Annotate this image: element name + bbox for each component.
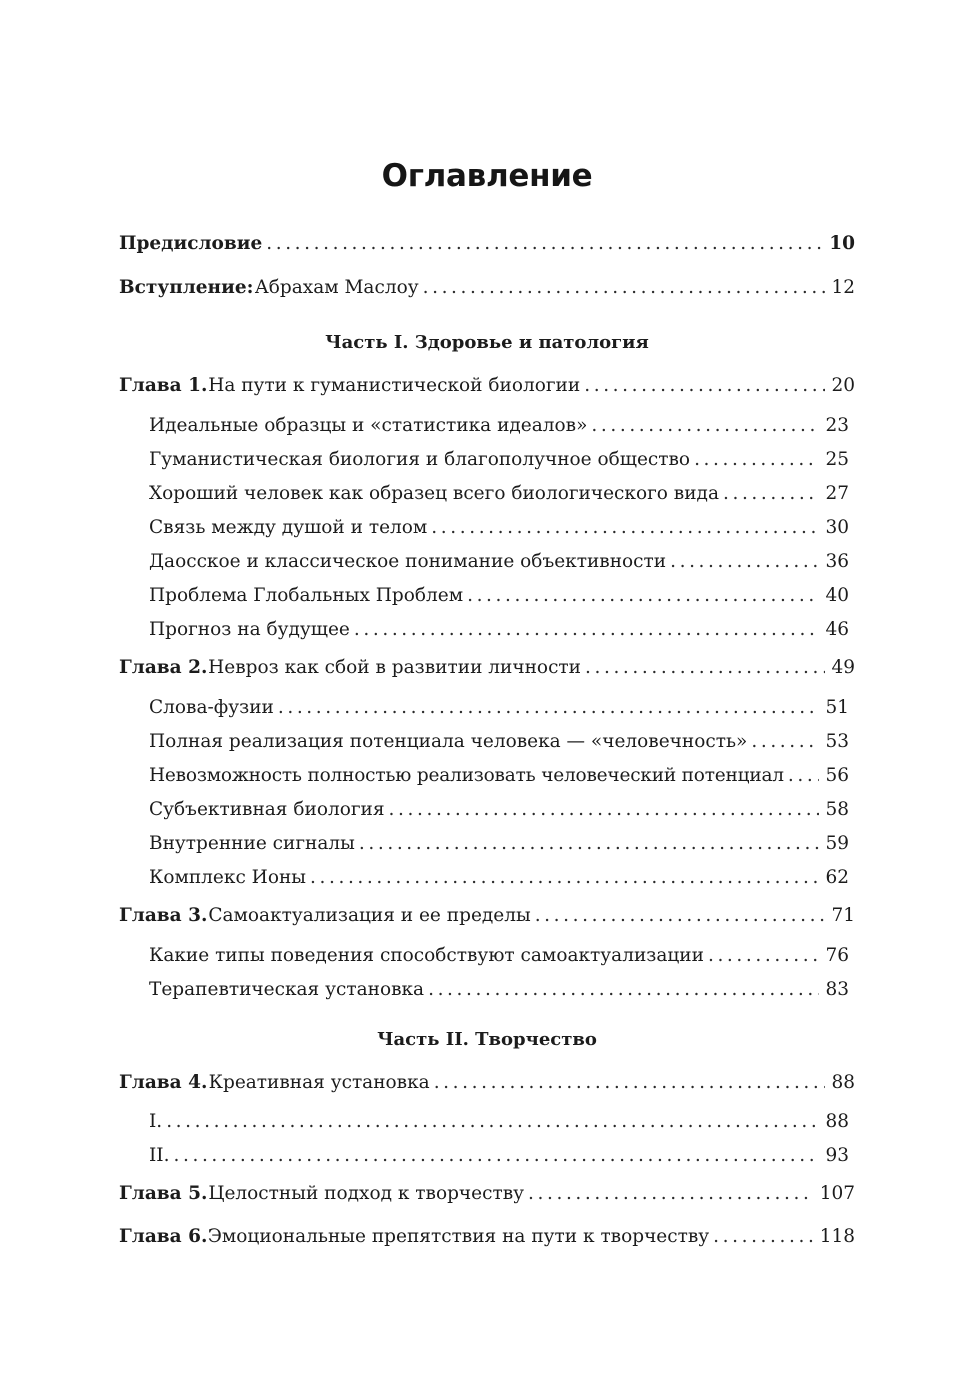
section-title: Терапевтическая установка: [149, 979, 425, 1000]
dot-leader: [535, 903, 826, 929]
page-number: 118: [819, 1226, 855, 1247]
page-number: 93: [825, 1145, 849, 1166]
page-number: 76: [825, 945, 849, 966]
chapter-label: Глава 6.: [119, 1226, 208, 1247]
toc-section: [149, 413, 849, 439]
toc-section: [149, 549, 849, 575]
dot-leader: [713, 1224, 814, 1250]
section-title: Какие типы поведения способствуют самоактуализации: [149, 945, 704, 966]
dot-leader: [528, 1181, 814, 1207]
page-number: 36: [825, 551, 849, 572]
entry-label: Вступление:: [119, 277, 254, 298]
section-title: Связь между душой и телом: [149, 517, 428, 538]
dot-leader: [166, 1109, 819, 1135]
dot-leader: [584, 373, 825, 399]
dot-leader: [434, 1070, 826, 1096]
dot-leader: [431, 515, 819, 541]
page-number: 20: [831, 375, 855, 396]
dot-leader: [467, 583, 819, 609]
dot-leader: [359, 831, 820, 857]
page-number: 51: [825, 697, 849, 718]
toc-section: [149, 515, 849, 541]
dot-leader: [266, 231, 823, 257]
entry-title: Абрахам Маслоу: [254, 277, 419, 298]
toc-chapter-4: [119, 1070, 855, 1096]
page-number: 58: [825, 799, 849, 820]
toc-section: [149, 481, 849, 507]
page-number: 88: [825, 1111, 849, 1132]
page-number: 10: [829, 233, 855, 254]
dot-leader: [788, 763, 820, 789]
toc-section: [149, 729, 849, 755]
page-number: 71: [831, 905, 855, 926]
chapter-title: Креативная установка: [208, 1072, 430, 1093]
toc-section: [149, 583, 849, 609]
page-number: 25: [825, 449, 849, 470]
toc-section: [149, 1143, 849, 1169]
chapter-label: Глава 2.: [119, 657, 208, 678]
chapter-title: Целостный подход к творчеству: [208, 1183, 525, 1204]
dot-leader: [428, 977, 819, 1003]
toc-section: [149, 447, 849, 473]
section-title: Гуманистическая биология и благополучное общество: [149, 449, 691, 470]
dot-leader: [585, 655, 825, 681]
chapter-label: Глава 5.: [119, 1183, 208, 1204]
toc-section: [149, 617, 849, 643]
dot-leader: [708, 943, 819, 969]
dot-leader: [723, 481, 819, 507]
page-number: 88: [831, 1072, 855, 1093]
page-number: 30: [825, 517, 849, 538]
section-title: Даосское и классическое понимание объективности: [149, 551, 667, 572]
toc-chapter-5: [119, 1181, 855, 1207]
toc-section: [149, 977, 849, 1003]
dot-leader: [174, 1143, 820, 1169]
dot-leader: [389, 797, 820, 823]
dot-leader: [423, 275, 826, 301]
dot-leader: [751, 729, 819, 755]
section-title: Прогноз на будущее: [149, 619, 350, 640]
chapter-title: Эмоциональные препятствия на пути к творчеству: [207, 1226, 710, 1247]
toc-chapter-3: [119, 903, 855, 929]
toc-chapter-1: [119, 373, 855, 399]
section-title: Полная реализация потенциала человека — «человечность»: [149, 731, 748, 752]
toc-section: [149, 695, 849, 721]
toc-section: [149, 1109, 849, 1135]
section-title: I.: [149, 1111, 163, 1132]
part-heading: Часть II. Творчество: [377, 1029, 597, 1050]
toc-section: [149, 865, 849, 891]
section-title: Хороший человек как образец всего биологического вида: [149, 483, 719, 504]
page-number: 40: [825, 585, 849, 606]
toc-chapter-2: [119, 655, 855, 681]
page-number: 49: [831, 657, 855, 678]
page-number: 83: [825, 979, 849, 1000]
page-title: Оглавление: [381, 158, 593, 194]
chapter-title: На пути к гуманистической биологии: [208, 375, 581, 396]
toc-section: [149, 797, 849, 823]
chapter-label: Глава 3.: [119, 905, 208, 926]
chapter-title: Невроз как сбой в развитии личности: [208, 657, 581, 678]
dot-leader: [694, 447, 819, 473]
chapter-label: Глава 1.: [119, 375, 208, 396]
section-title: Проблема Глобальных Проблем: [149, 585, 464, 606]
toc-chapter-6: [119, 1224, 855, 1250]
dot-leader: [670, 549, 819, 575]
page-number: 53: [825, 731, 849, 752]
entry-label: Предисловие: [119, 233, 263, 254]
chapter-label: Глава 4.: [119, 1072, 208, 1093]
chapter-title: Самоактуализация и ее пределы: [208, 905, 531, 926]
section-title: Слова-фузии: [149, 697, 274, 718]
dot-leader: [310, 865, 819, 891]
toc-section: [149, 763, 849, 789]
toc-entry-intro: [119, 275, 855, 301]
section-title: Внутренние сигналы: [149, 833, 355, 854]
page-number: 56: [825, 765, 849, 786]
dot-leader: [591, 413, 819, 439]
page-number: 46: [825, 619, 849, 640]
toc-section: [149, 943, 849, 969]
page-number: 27: [825, 483, 849, 504]
section-title: Невозможность полностью реализовать человеческий потенциал: [149, 765, 784, 786]
page-number: 12: [831, 277, 855, 298]
section-title: Идеальные образцы и «статистика идеалов»: [149, 415, 588, 436]
section-title: Субъективная биология: [149, 799, 385, 820]
toc-entry-preface: [119, 231, 855, 257]
page-number: 62: [825, 867, 849, 888]
page-number: 107: [819, 1183, 855, 1204]
section-title: II.: [149, 1145, 170, 1166]
page-number: 23: [825, 415, 849, 436]
dot-leader: [278, 695, 820, 721]
page-number: 59: [825, 833, 849, 854]
dot-leader: [354, 617, 820, 643]
part-heading: Часть I. Здоровье и патология: [325, 332, 649, 353]
section-title: Комплекс Ионы: [149, 867, 307, 888]
toc-section: [149, 831, 849, 857]
